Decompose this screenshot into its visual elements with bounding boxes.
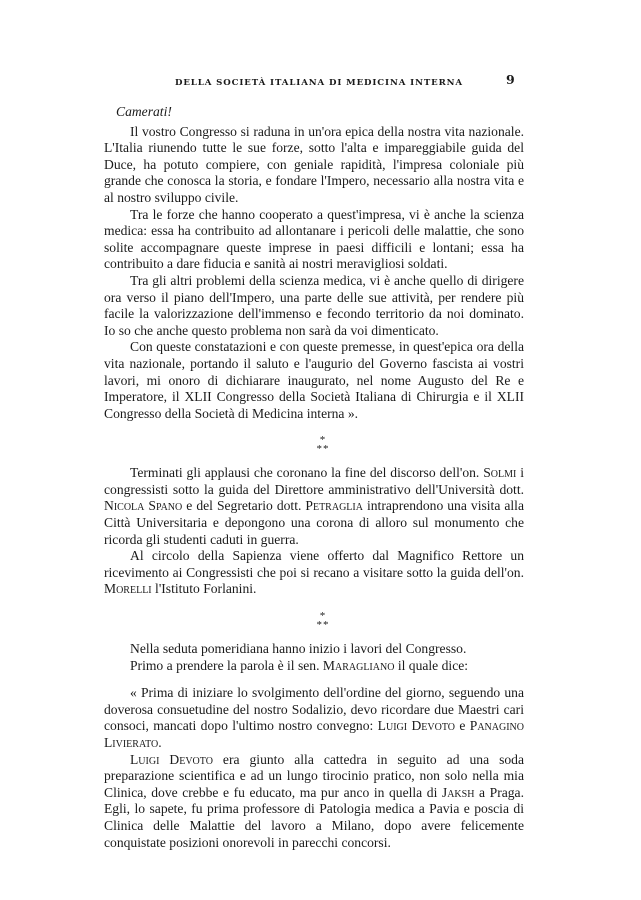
separator-star-top: * bbox=[319, 610, 327, 623]
narrative-paragraph bbox=[104, 548, 524, 598]
separator-star-bottom: ** bbox=[316, 619, 330, 632]
page-number: 9 bbox=[506, 72, 515, 87]
person-name: Jaksh bbox=[441, 784, 475, 800]
text-run: intraprendono una visita alla Città Universitaria e depongono una corona di alloro sul monumento che ricorda gli studenti caduti in guerra. bbox=[104, 498, 524, 547]
separator-star-bottom: ** bbox=[316, 443, 330, 456]
section-separator bbox=[104, 612, 524, 630]
body-text bbox=[104, 104, 524, 851]
text-run: il quale dice: bbox=[397, 657, 469, 673]
text-run: Terminati gli applausi che coronano la fine del discorso dell'on. bbox=[130, 465, 480, 481]
person-name: Maragliano bbox=[322, 657, 395, 673]
text-run: « Prima di iniziare lo svolgimento dell'ordine del giorno, seguendo una doverosa consuetudine del nostro Sodalizio, devo ricordare due Maestri cari consoci, mancati dopo l'ultimo nostro convegno: bbox=[104, 685, 524, 734]
narrative-paragraph: Nella seduta pomeridiana hanno inizio i lavori del Congresso. bbox=[130, 641, 467, 657]
salutation: Camerati! bbox=[116, 104, 172, 119]
paragraph-gap bbox=[104, 674, 524, 685]
person-name: Nicola Spano bbox=[104, 498, 183, 514]
text-run: l'Istituto Forlanini. bbox=[155, 581, 257, 597]
person-name: Panagino Livierato. bbox=[104, 718, 524, 750]
speech-paragraph: Il vostro Congresso si raduna in un'ora epica della nostra vita nazionale. L'Italia riunendo tutte le sue forze, sotto l'alta e impareggiabile guida del Duce, ha potuto compiere, con geniale rapidità, l'impresa coloniale più grande che conosca la storia, e fondare l'Impero, necessario alla nostra vita e al nostro sviluppo civile. bbox=[104, 123, 524, 205]
person-name: Morelli bbox=[104, 581, 152, 597]
quote-paragraph bbox=[104, 685, 524, 751]
person-name: Petraglia bbox=[305, 498, 363, 514]
speech-paragraph: Con queste constatazioni e con queste premesse, in quest'epica ora della vita nazionale, portando il saluto e l'augurio del Governo fascista ai vostri lavori, mi onoro di dichiarare inaugurato, nel nome Augusto del Re e Imperatore, il XLII Congresso della Società Italiana di Chirurgia e il XLII Congresso della Società di Medicina interna ». bbox=[104, 339, 524, 421]
person-name: Luigi Devoto bbox=[130, 751, 213, 767]
text-run: Primo a prendere la parola è il sen. bbox=[130, 657, 320, 673]
text-run: e bbox=[459, 718, 466, 734]
quote-paragraph bbox=[104, 752, 524, 852]
text-run: e del Segretario dott. bbox=[186, 498, 302, 514]
speech-paragraph: Tra le forze che hanno cooperato a quest'impresa, vi è anche la scienza medica: essa ha contribuito ad allontanare i pericoli delle malattie, che sono solite accompagnare queste imprese in paesi difficili e lontani; essa ha contribuito a dare fiducia e sanità ai nostri meravigliosi soldati. bbox=[104, 206, 524, 272]
text-run: i congressisti sotto la guida del Direttore amministrativo dell'Università dott. bbox=[104, 465, 525, 497]
section-separator bbox=[104, 436, 524, 454]
text-run: era giunto alla cattedra in seguito ad una soda preparazione scientifica e ad un lungo tirocinio pratico, non solo nella mia Clinica, dove crebbe e fu educato, ma pur anco in quella di bbox=[104, 751, 525, 800]
speech-paragraph: Tra gli altri problemi della scienza medica, vi è anche quello di dirigere ora verso il piano dell'Impero, una parte delle sue attività, per rendere più facile la valorizzazione dell'immenso e fecondo territorio da noi dominato. Io so che anche questo problema non sarà da voi dimenticato. bbox=[104, 272, 524, 338]
running-head: DELLA SOCIETÀ ITALIANA DI MEDICINA INTERNA bbox=[175, 78, 463, 88]
person-name: Luigi Devoto bbox=[377, 718, 455, 734]
narrative-paragraph bbox=[104, 658, 524, 675]
text-run: a Praga. Egli, lo sapete, fu prima professore di Patologia medica a Pavia e poscia di Clinica delle Malattie del lavoro a Milano, dopo avere felicemente conquistate posizioni onorevoli in parecchi concorsi. bbox=[104, 784, 524, 850]
narrative-paragraph bbox=[104, 465, 524, 548]
text-run: Al circolo della Sapienza viene offerto dal Magnifico Rettore un ricevimento ai Congressisti che poi si recano a visitare sotto la guida dell'on. bbox=[104, 548, 524, 580]
separator-star-top: * bbox=[319, 434, 327, 447]
person-name: Solmi bbox=[483, 465, 517, 481]
